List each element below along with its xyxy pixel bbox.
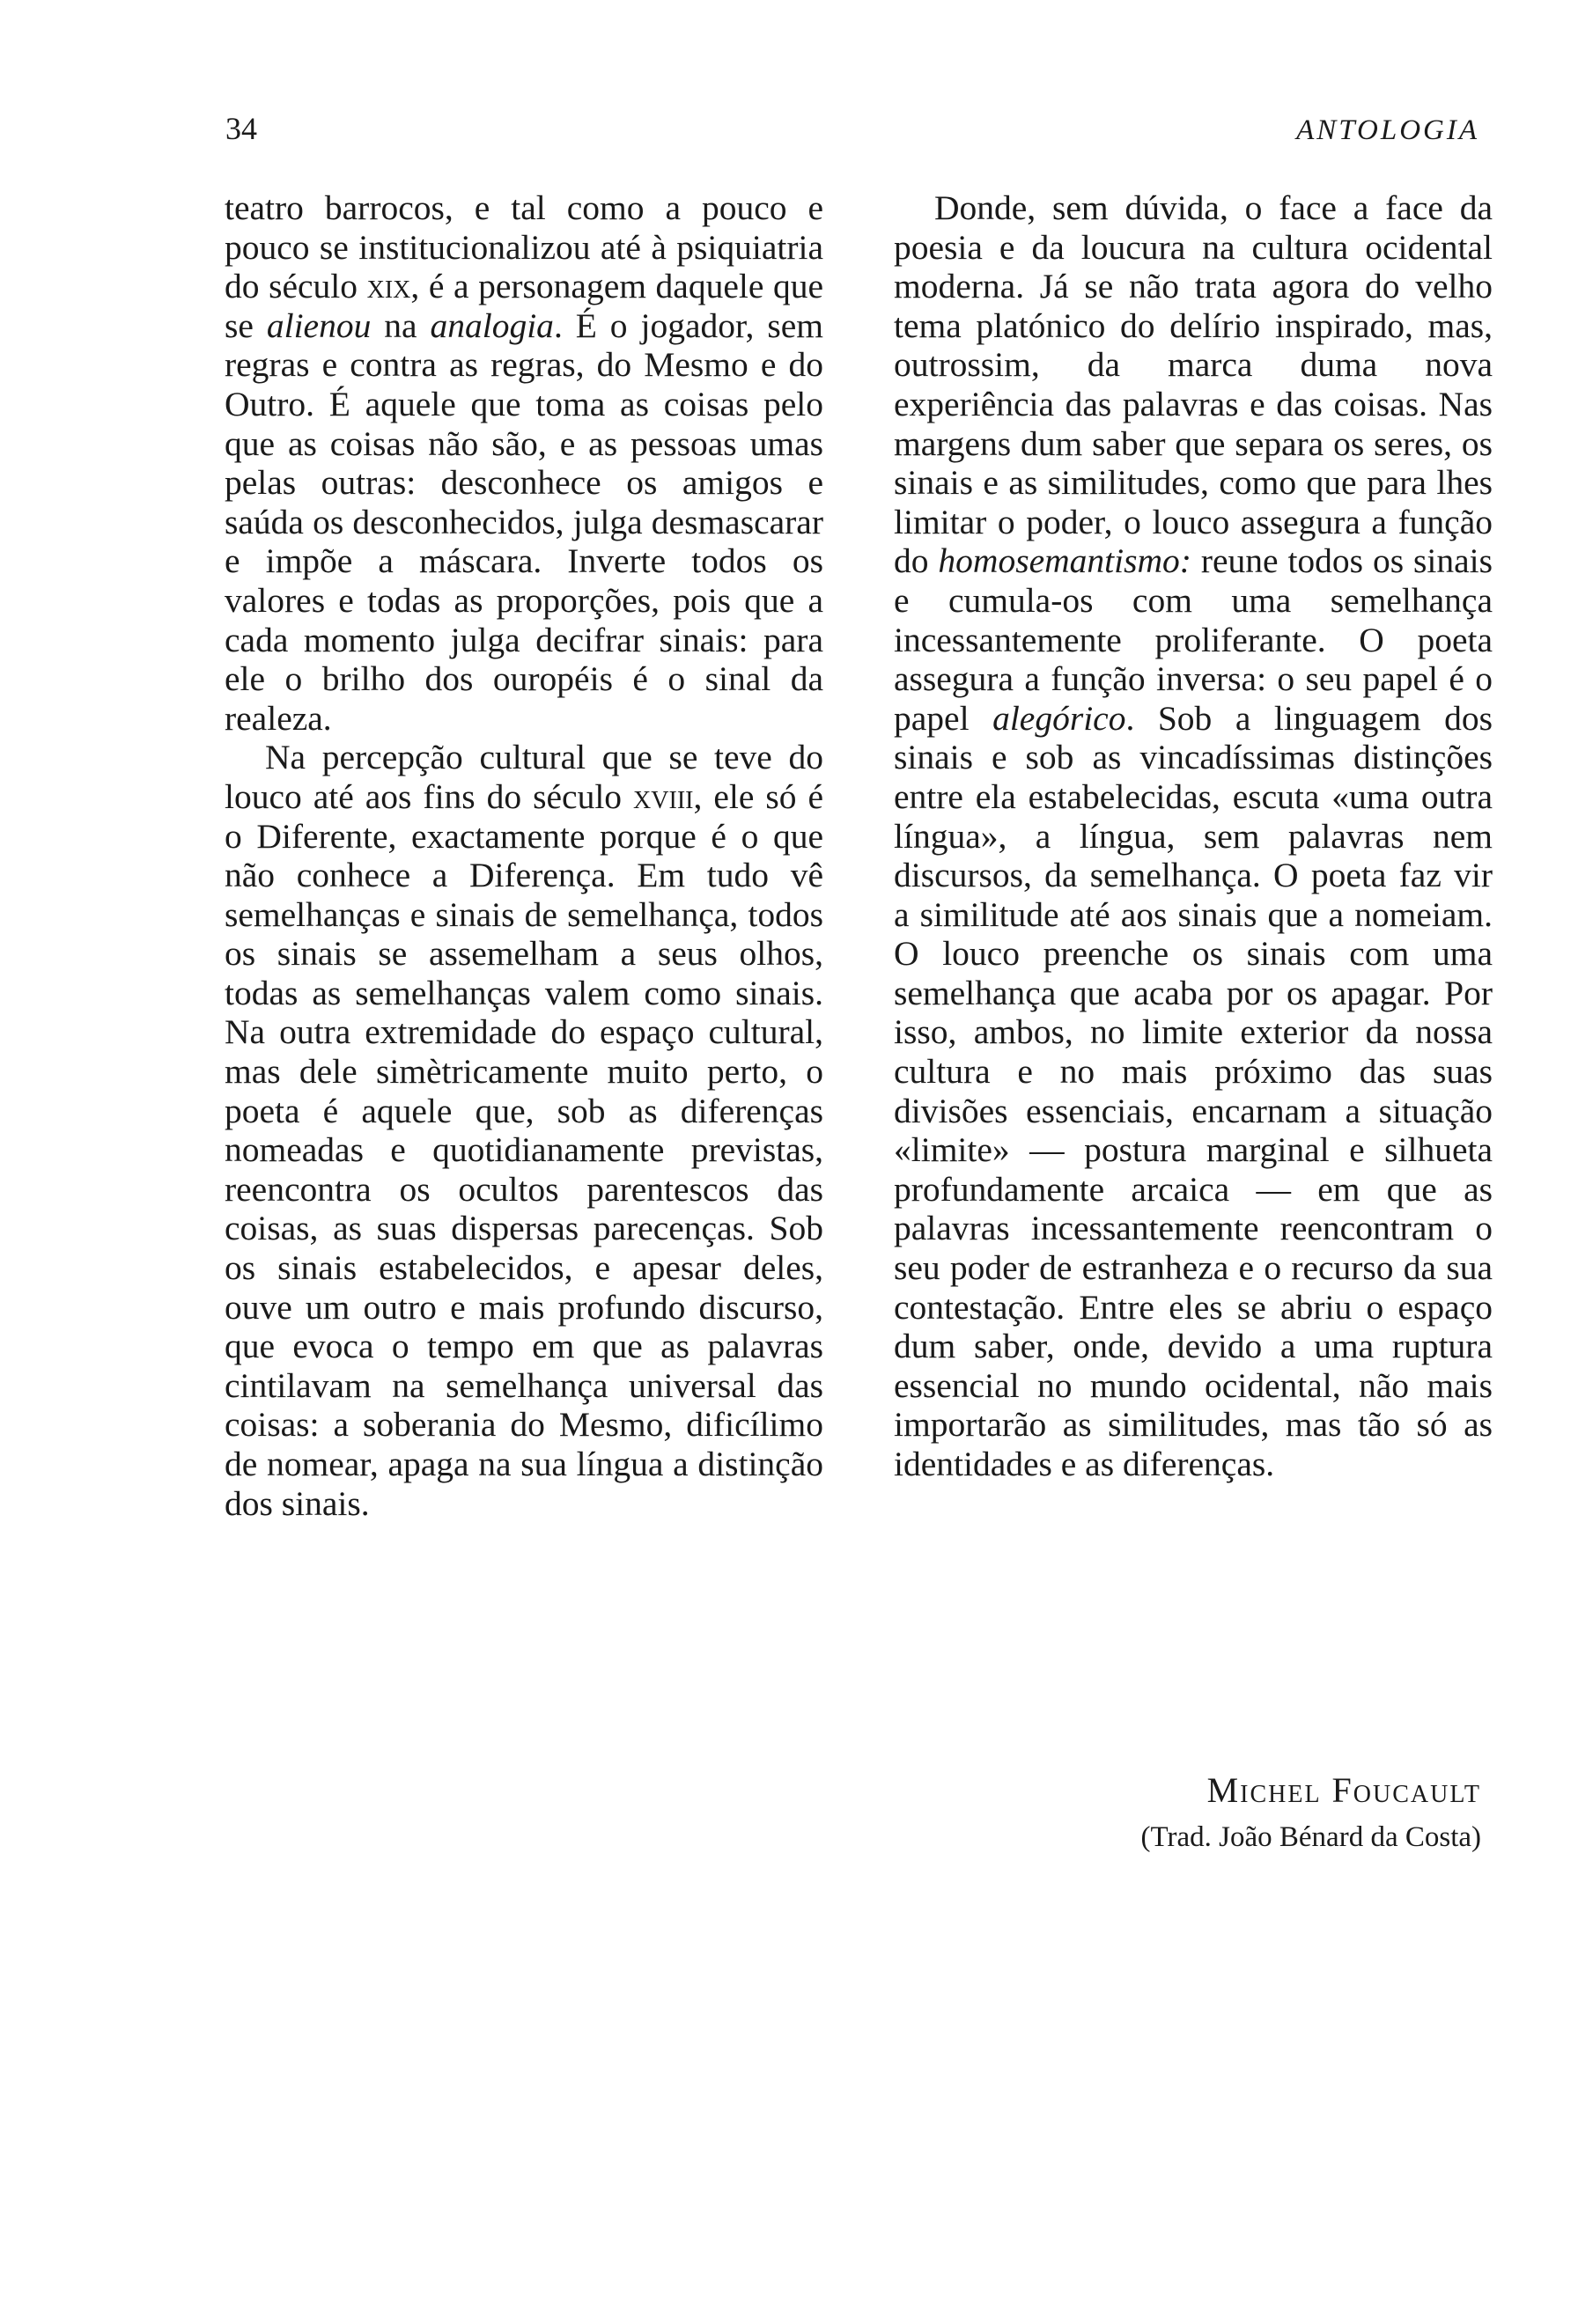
text-run: . Sob a linguagem dos sinais e sob as vincadíssimas distinções entre ela estabelecidas, escuta «uma outra língua», a língua, sem palavras nem discursos, da semelhança. O poeta faz vir a similitude até aos sinais que a nomeiam. O louco preenche os sinais com uma semelhança que acaba por os apagar. Por isso, ambos, no limite exterior da nossa cultura e no mais próximo das suas divisões essenciais, encarnam a situação «limite» — postura marginal e silhueta profundamente arcaica — em que as palavras incessantemente reencontram o seu poder de estranheza e o recurso da sua contestação. Entre eles se abriu o espaço dum saber, onde, devido a uma ruptura essencial no mundo ocidental, não mais importarão as similitudes, mas tão só as identidades e as diferenças.	[894, 698, 1493, 1483]
small-caps-numeral: xviii	[633, 776, 694, 816]
italic-term: analogia	[430, 305, 554, 345]
text-run: , é a personagem daquele que se	[225, 267, 823, 345]
italic-term: alienou	[266, 305, 372, 345]
text-run: . É o jogador, sem regras e contra as regras, do Mesmo e do Outro. É aquele que toma as coisas pelo que as coisas não são, e as pessoas umas pelas outras: desconhece os amigos e saúda os desconhecidos, julga desmascarar e impõe a máscara. Inverte todos os valores e todas as proporções, pois que a cada momento julga decifrar sinais: para ele o brilho dos ouropéis é o sinal da realeza.	[225, 305, 823, 738]
page-number: 34	[225, 111, 257, 146]
small-caps-numeral: xix	[366, 267, 411, 306]
text-run: Donde, sem dúvida, o face a face da poesia e da loucura na cultura ocidental moderna. Já se não trata agora do velho tema platónico do delírio inspirado, mas, outrossim, da marca duma nova experiência das palavras e das coisas. Nas margens dum saber que separa os seres, os sinais e as similitudes, como que para lhes limitar o poder, o louco assegura a função do	[894, 188, 1493, 581]
author-name: Michel Foucault	[1206, 1770, 1481, 1810]
paragraph	[225, 188, 823, 738]
text-column-right	[894, 188, 1493, 1484]
paragraph	[894, 188, 1493, 1484]
translator-credit: (Trad. João Bénard da Costa)	[1140, 1821, 1481, 1853]
text-run: reune todos os sinais e cumula-os com uma semelhança incessantemente proliferante. O poeta assegura a função inversa: o seu papel é o papel	[894, 541, 1493, 738]
text-column-left	[225, 188, 823, 1523]
italic-term: alegórico	[992, 698, 1126, 738]
italic-term: homosemantismo:	[938, 541, 1191, 581]
paragraph	[225, 738, 823, 1523]
running-head: ANTOLOGIA	[1296, 114, 1479, 146]
text-run: , ele só é o Diferente, exactamente porque é o que não conhece a Diferença. Em tudo vê semelhanças e sinais de semelhança, todos os sinais se assemelham a seus olhos, todas as semelhanças valem como sinais. Na outra extremidade do espaço cultural, mas dele simètricamente muito perto, o poeta é aquele que, sob as diferenças nomeadas e quotidianamente previstas, reencontra os ocultos parentescos das coisas, as suas dispersas parecenças. Sob os sinais estabelecidos, e apesar deles, ouve um outro e mais profundo discurso, que evoca o tempo em que as palavras cintilavam na semelhança universal das coisas: a soberania do Mesmo, dificílimo de nomear, apaga na sua língua a distinção dos sinais.	[225, 776, 823, 1523]
signature-block	[1141, 1769, 1481, 1857]
text-run: Na percepção cultural que se teve do louco até aos fins do século	[225, 738, 823, 816]
text-run: na	[371, 305, 431, 345]
text-run: teatro barrocos, e tal como a pouco e pouco se institucionalizou até à psiquiatria do século	[225, 188, 823, 306]
